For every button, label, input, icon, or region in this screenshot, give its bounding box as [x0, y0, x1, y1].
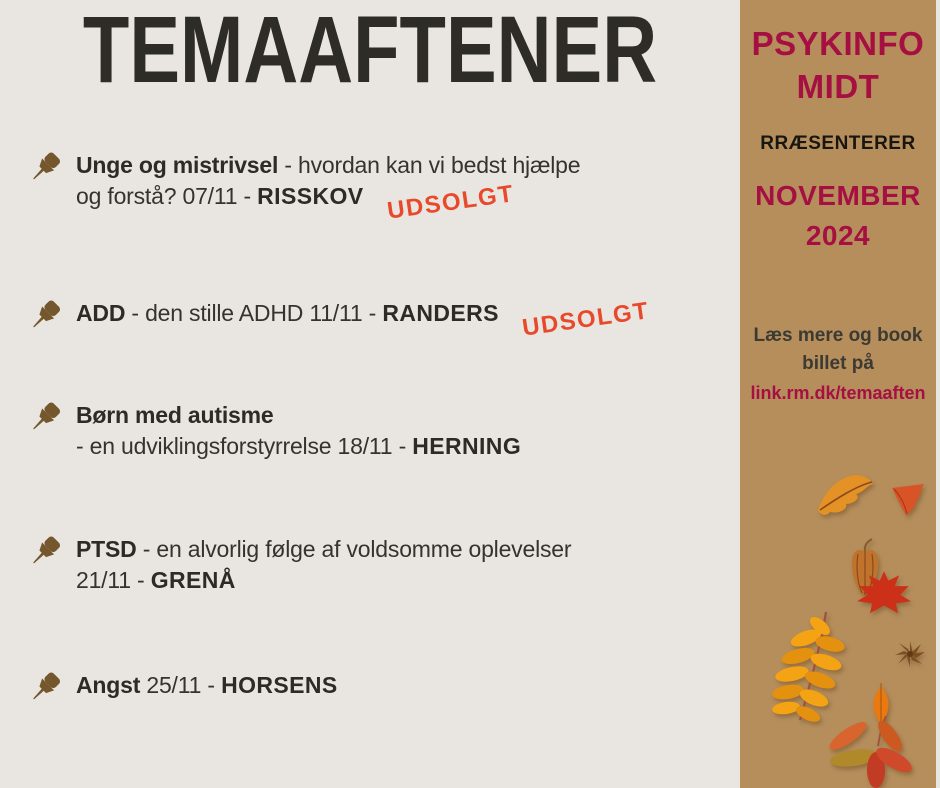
- event-line: [76, 565, 571, 596]
- oak-leaf-icon: [816, 472, 876, 518]
- event-title: PTSD: [76, 536, 137, 562]
- event-ptsd: [26, 534, 571, 596]
- event-text: [76, 670, 338, 701]
- event-desc: - den stille ADHD 11/11 -: [125, 300, 383, 326]
- event-city: HERNING: [412, 433, 522, 459]
- pushpin-icon: [26, 400, 64, 438]
- month-line1: NOVEMBER: [755, 180, 921, 211]
- event-boern-med-autisme: [26, 400, 521, 462]
- soldout-badge: UDSOLGT: [385, 180, 516, 225]
- event-city: RISSKOV: [257, 183, 364, 209]
- pushpin-icon: [26, 298, 64, 336]
- event-unge-og-mistrivsel: [26, 150, 581, 225]
- brand-line2: MIDT: [796, 68, 880, 105]
- event-line: [76, 670, 338, 701]
- event-line: [76, 431, 521, 462]
- event-line: [76, 150, 580, 181]
- pushpin-icon: [26, 534, 64, 572]
- red-leaf-icon: [890, 482, 926, 518]
- star-anise-icon: [894, 640, 926, 668]
- pushpin-icon: [26, 150, 64, 188]
- booking-link[interactable]: link.rm.dk/temaaften: [750, 383, 926, 403]
- booking-line1: Læs mere og book: [753, 325, 923, 346]
- event-angst: [26, 670, 338, 708]
- month-line2: 2024: [805, 220, 871, 251]
- event-line: [76, 297, 651, 342]
- event-city: HORSENS: [221, 672, 338, 698]
- event-desc: - en alvorlig følge af voldsomme oplevelser: [136, 536, 572, 562]
- soldout-badge: UDSOLGT: [520, 297, 651, 342]
- event-line: [76, 400, 521, 431]
- booking-line2: billet på: [802, 353, 874, 374]
- event-title: ADD: [76, 300, 126, 326]
- event-line: [76, 534, 571, 565]
- event-title: Unge og mistrivsel: [76, 152, 279, 178]
- event-desc: og forstå? 07/11 -: [76, 183, 258, 209]
- pushpin-icon: [26, 670, 64, 708]
- event-title: Børn med autisme: [76, 402, 274, 428]
- creeper-leaf-icon: [826, 716, 914, 788]
- event-text: [76, 534, 571, 596]
- event-text: [76, 150, 581, 225]
- booking-info: [740, 322, 936, 407]
- maple-leaf-icon: [856, 570, 912, 615]
- event-add: [26, 297, 651, 342]
- event-title: Angst: [76, 672, 141, 698]
- event-city: GRENÅ: [150, 567, 236, 593]
- brand-line1: PSYKINFO: [751, 25, 925, 62]
- presents-label: RRÆSENTERER: [760, 133, 916, 154]
- poster-title: TEMAAFTENER: [82, 0, 658, 103]
- month-label: [740, 176, 936, 256]
- event-city: RANDERS: [382, 300, 499, 326]
- event-desc: - en udviklingsforstyrrelse 18/11 -: [76, 433, 413, 459]
- rowan-leaf-icon: [768, 608, 860, 726]
- event-desc: 21/11 -: [76, 567, 151, 593]
- event-desc: 25/11 -: [140, 672, 222, 698]
- event-text: [76, 400, 521, 462]
- event-line: [76, 180, 580, 225]
- sidebar: [740, 0, 936, 788]
- brand-logo: [740, 0, 936, 108]
- event-desc: - hvordan kan vi bedst hjælpe: [278, 152, 581, 178]
- event-text: [76, 297, 651, 342]
